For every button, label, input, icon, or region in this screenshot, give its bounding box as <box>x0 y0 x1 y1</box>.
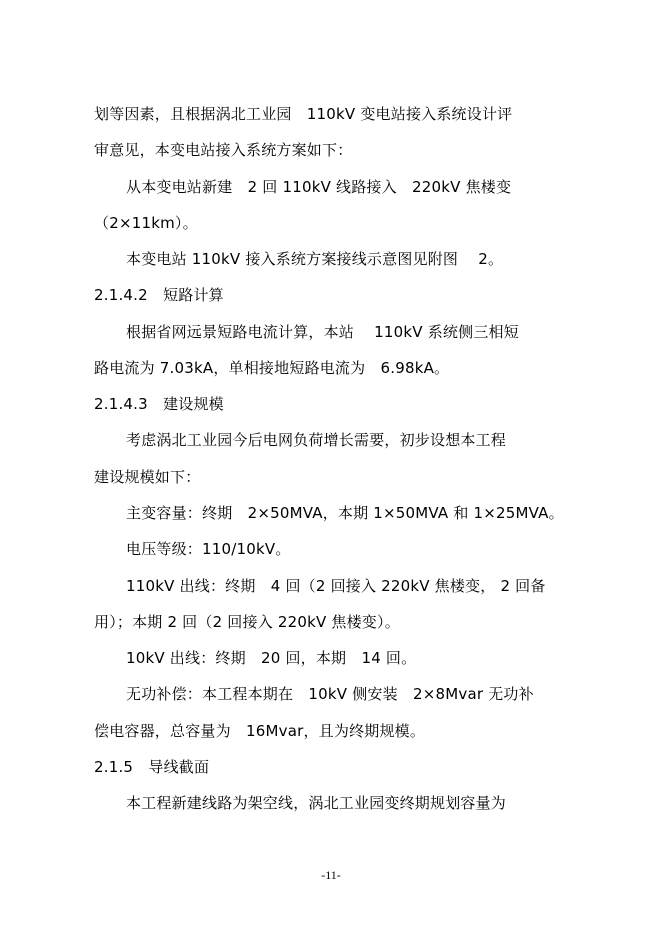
text-line-8: 路电流为 7.03kA，单相接地短路电流为 6.98kA。 <box>94 359 450 377</box>
text-line-2: 审意见，本变电站接入系统方案如下： <box>94 141 353 159</box>
text-line-1: 划等因素，且根据涡北工业园 110kV 变电站接入系统设计评 <box>94 105 513 123</box>
text-line-14: 110kV 出线：终期 4 回（2 回接入 220kV 焦楼变， 2 回备 <box>126 577 546 595</box>
text-line-3: 从本变电站新建 2 回 110kV 线路接入 220kV 焦楼变 <box>126 178 512 196</box>
section-heading-2-1-4-3: 2.1.4.3 建设规模 <box>94 395 224 413</box>
page-number: -11- <box>321 868 341 882</box>
text-line-15: 用）；本期 2 回（2 回接入 220kV 焦楼变）。 <box>94 613 400 631</box>
text-line-17: 无功补偿：本工程本期在 10kV 侧安装 2×8Mvar 无功补 <box>126 685 534 703</box>
section-heading-2-1-5: 2.1.5 导线截面 <box>94 758 210 776</box>
text-line-16: 10kV 出线：终期 20 回，本期 14 回。 <box>126 649 417 667</box>
text-line-4: （2×11km）。 <box>94 214 198 232</box>
section-heading-2-1-4-2: 2.1.4.2 短路计算 <box>94 286 224 304</box>
text-line-13: 电压等级：110/10kV。 <box>126 540 291 558</box>
text-line-12: 主变容量：终期 2×50MVA，本期 1×50MVA 和 1×25MVA。 <box>126 504 564 522</box>
text-line-11: 建设规模如下： <box>94 468 201 486</box>
text-line-5: 本变电站 110kV 接入系统方案接线示意图见附图 2。 <box>126 250 504 268</box>
text-line-7: 根据省网远景短路电流计算，本站 110kV 系统侧三相短 <box>126 323 519 341</box>
text-line-10: 考虑涡北工业园今后电网负荷增长需要，初步设想本工程 <box>126 431 507 449</box>
text-line-20: 本工程新建线路为架空线，涡北工业园变终期规划容量为 <box>126 794 507 812</box>
text-line-18: 偿电容器，总容量为 16Mvar，且为终期规模。 <box>94 722 426 740</box>
